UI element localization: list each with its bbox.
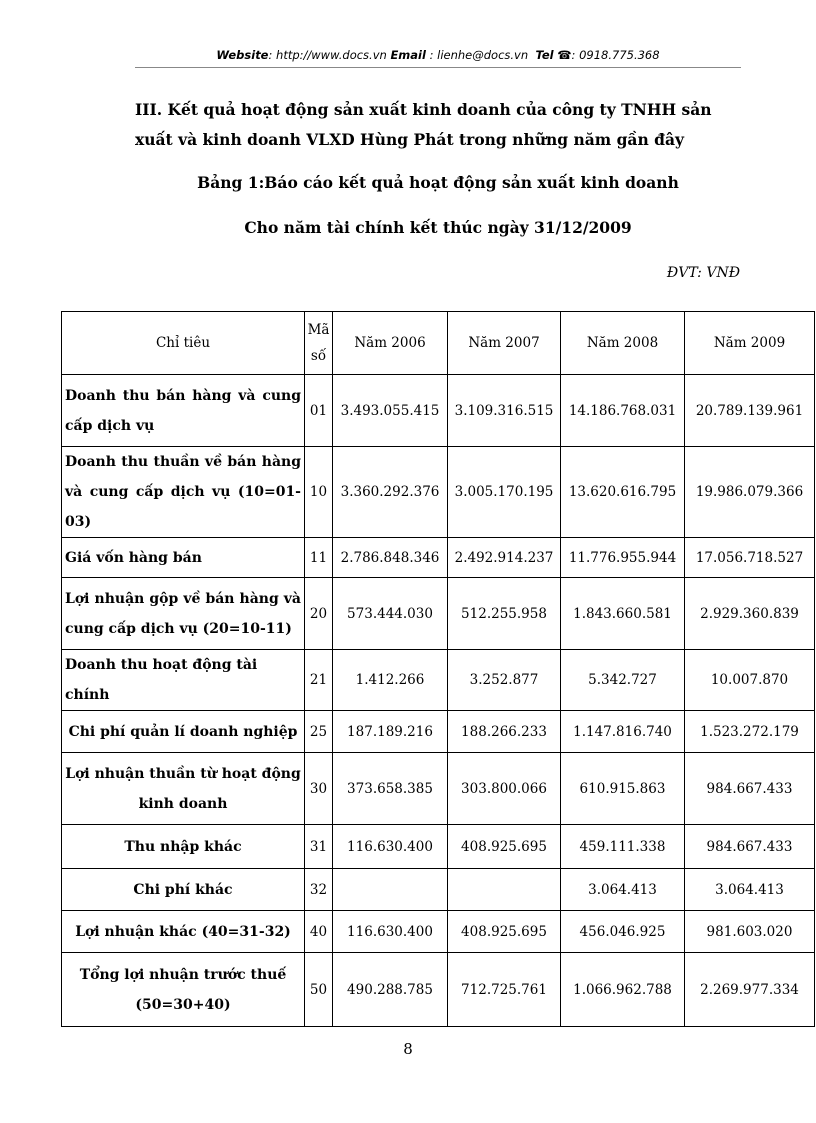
row-code: 40 <box>305 911 333 953</box>
cell-2009: 1.523.272.179 <box>685 711 815 753</box>
cell-2006: 573.444.030 <box>333 578 448 650</box>
table-row <box>62 869 815 911</box>
cell-2006: 2.786.848.346 <box>333 538 448 578</box>
row-label: Thu nhập khác <box>62 825 305 869</box>
cell-2007: 188.266.233 <box>448 711 561 753</box>
cell-2006: 116.630.400 <box>333 825 448 869</box>
cell-2007: 3.005.170.195 <box>448 447 561 538</box>
income-statement-table <box>61 311 815 1027</box>
table-row <box>62 538 815 578</box>
cell-2009: 2.269.977.334 <box>685 953 815 1027</box>
row-label: Chi phí khác <box>62 869 305 911</box>
cell-2009: 10.007.870 <box>685 650 815 711</box>
tel-label: Tel <box>535 48 554 62</box>
cell-2006: 1.412.266 <box>333 650 448 711</box>
table-row <box>62 650 815 711</box>
cell-2007: 303.800.066 <box>448 753 561 825</box>
website-value: : http://www.docs.vn <box>268 48 387 62</box>
row-label: Lợi nhuận gộp về bán hàng và cung cấp dịch vụ (20=10-11) <box>62 578 305 650</box>
cell-2006: 187.189.216 <box>333 711 448 753</box>
row-label: Chi phí quản lí doanh nghiệp <box>62 711 305 753</box>
website-label: Website <box>216 48 269 62</box>
cell-2007: 3.252.877 <box>448 650 561 711</box>
cell-2006: 3.360.292.376 <box>333 447 448 538</box>
cell-2008: 11.776.955.944 <box>561 538 685 578</box>
row-code: 32 <box>305 869 333 911</box>
row-code: 25 <box>305 711 333 753</box>
cell-2009: 984.667.433 <box>685 825 815 869</box>
section-title: III. Kết quả hoạt động sản xuất kinh doanh của công ty TNHH sản xuất và kinh doanh VLXD Hùng Phát trong những năm gần đây <box>135 100 712 149</box>
table-row <box>62 753 815 825</box>
row-label: Giá vốn hàng bán <box>62 538 305 578</box>
cell-2007: 408.925.695 <box>448 825 561 869</box>
cell-2007: 2.492.914.237 <box>448 538 561 578</box>
cell-2008: 5.342.727 <box>561 650 685 711</box>
cell-2008: 1.066.962.788 <box>561 953 685 1027</box>
cell-2007: 512.255.958 <box>448 578 561 650</box>
row-label: Doanh thu hoạt động tài chính <box>62 650 305 711</box>
row-code: 10 <box>305 447 333 538</box>
header-2007: Năm 2007 <box>448 312 561 375</box>
cell-2009: 19.986.079.366 <box>685 447 815 538</box>
page-header <box>135 45 741 68</box>
cell-2008: 1.147.816.740 <box>561 711 685 753</box>
table-title: Bảng 1:Báo cáo kết quả hoạt động sản xuất kinh doanh <box>197 173 679 192</box>
cell-2009: 2.929.360.839 <box>685 578 815 650</box>
cell-2008: 456.046.925 <box>561 911 685 953</box>
header-2008: Năm 2008 <box>561 312 685 375</box>
header-code: Mã số <box>305 312 333 375</box>
cell-2007: 3.109.316.515 <box>448 375 561 447</box>
row-label: Lợi nhuận khác (40=31-32) <box>62 911 305 953</box>
header-2006: Năm 2006 <box>333 312 448 375</box>
cell-2009: 984.667.433 <box>685 753 815 825</box>
row-label: Doanh thu bán hàng và cung cấp dịch vụ <box>62 375 305 447</box>
tel-value: ☎: 0918.775.368 <box>557 48 660 62</box>
cell-2006: 373.658.385 <box>333 753 448 825</box>
cell-2009: 981.603.020 <box>685 911 815 953</box>
email-value: : lienhe@docs.vn <box>429 48 529 62</box>
cell-2007 <box>448 869 561 911</box>
table-row <box>62 711 815 753</box>
row-code: 20 <box>305 578 333 650</box>
table-row <box>62 578 815 650</box>
table-row <box>62 911 815 953</box>
row-code: 30 <box>305 753 333 825</box>
row-code: 50 <box>305 953 333 1027</box>
row-code: 31 <box>305 825 333 869</box>
cell-2006 <box>333 869 448 911</box>
page-number: 8 <box>403 1040 413 1058</box>
table-subtitle: Cho năm tài chính kết thúc ngày 31/12/2009 <box>244 218 632 237</box>
cell-2008: 14.186.768.031 <box>561 375 685 447</box>
table-row <box>62 953 815 1027</box>
cell-2008: 459.111.338 <box>561 825 685 869</box>
currency-unit: ĐVT: VNĐ <box>666 265 740 281</box>
cell-2008: 610.915.863 <box>561 753 685 825</box>
row-label: Tổng lợi nhuận trước thuế (50=30+40) <box>62 953 305 1027</box>
row-code: 11 <box>305 538 333 578</box>
table-header-row <box>62 312 815 375</box>
header-2009: Năm 2009 <box>685 312 815 375</box>
cell-2007: 712.725.761 <box>448 953 561 1027</box>
cell-2006: 490.288.785 <box>333 953 448 1027</box>
cell-2008: 3.064.413 <box>561 869 685 911</box>
cell-2008: 1.843.660.581 <box>561 578 685 650</box>
cell-2009: 17.056.718.527 <box>685 538 815 578</box>
header-indicator: Chỉ tiêu <box>62 312 305 375</box>
table-row <box>62 447 815 538</box>
row-label: Doanh thu thuần về bán hàng và cung cấp dịch vụ (10=01-03) <box>62 447 305 538</box>
table-row <box>62 825 815 869</box>
cell-2009: 3.064.413 <box>685 869 815 911</box>
cell-2006: 3.493.055.415 <box>333 375 448 447</box>
cell-2007: 408.925.695 <box>448 911 561 953</box>
email-label: Email <box>390 48 426 62</box>
cell-2008: 13.620.616.795 <box>561 447 685 538</box>
cell-2009: 20.789.139.961 <box>685 375 815 447</box>
table-row <box>62 375 815 447</box>
row-code: 21 <box>305 650 333 711</box>
row-code: 01 <box>305 375 333 447</box>
row-label: Lợi nhuận thuần từ hoạt động kinh doanh <box>62 753 305 825</box>
cell-2006: 116.630.400 <box>333 911 448 953</box>
